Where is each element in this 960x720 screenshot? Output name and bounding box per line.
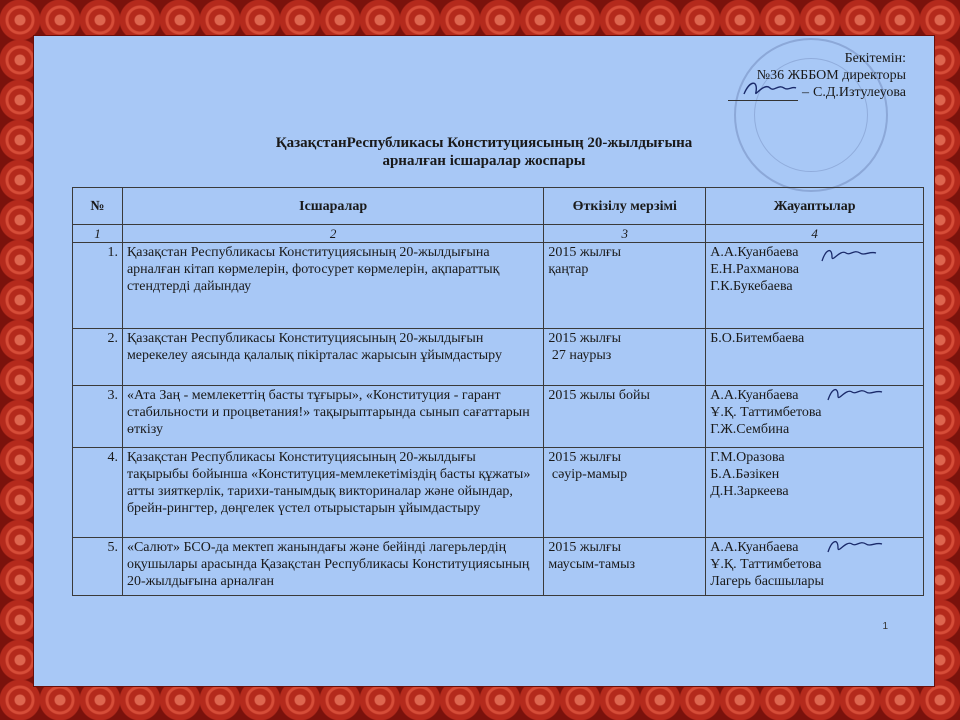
row-responsible: [706, 243, 924, 329]
row-date: [544, 243, 706, 329]
responsible-person: Г.Ж.Сембина: [710, 422, 790, 437]
row-event: Қазақстан Республикасы Конституциясының 20-жылдығына арналған кітап көрмелерін, фотосурет көрмелерін, ақпараттық стендтерді дайындау: [122, 243, 543, 329]
header-date: Өткізілу мерзімі: [544, 188, 706, 225]
slide: [34, 36, 934, 686]
responsible-person: Ұ.Қ. Таттимбетова: [710, 405, 822, 420]
signature: [818, 243, 880, 267]
row-date-line-2: маусым-тамыз: [548, 557, 636, 572]
approval-block: [728, 50, 906, 101]
document-title: [34, 134, 934, 170]
title-line-2: арналған ісшаралар жоспары: [382, 153, 586, 169]
approval-label: Бекітемін:: [844, 51, 906, 66]
row-date-line-1: 2015 жылы бойы: [548, 388, 650, 403]
row-responsible: [706, 448, 924, 538]
header-responsible: Жауаптылар: [706, 188, 924, 225]
table-row: [73, 448, 924, 538]
title-line-1: ҚазақстанРеспубликасы Конституциясының 20-жылдығына: [275, 135, 693, 151]
page-number: 1: [882, 621, 888, 632]
row-date-line-1: 2015 жылғы: [548, 245, 622, 260]
row-date-line-1: 2015 жылғы: [548, 540, 622, 555]
row-date-line-2: сәуір-мамыр: [548, 467, 628, 482]
row-date-line-1: 2015 жылғы: [548, 450, 622, 465]
responsible-person: Лагерь басшылары: [710, 574, 824, 589]
row-event: Қазақстан Республикасы Конституциясының 20-жылдығын мерекелеу аясында қалалық пікірталас жарысын ұйымдастыру: [122, 329, 543, 386]
row-date: [544, 386, 706, 448]
row-number: 4.: [73, 448, 123, 538]
row-event: Қазақстан Республикасы Конституциясының 20-жылдығы тақырыбы бойынша «Конституция-мемлекетіміздің басты құжаты» атты зияткерлік, тарихи-танымдық викториналар және ойындар, брейн-рингтер, дөңгелек үстел отырыстарын ұйымдастыру: [122, 448, 543, 538]
row-responsible: [706, 329, 924, 386]
column-number: 1: [73, 225, 123, 243]
director-signature: [740, 76, 800, 102]
approval-signature-line: – С.Д.Изтулеуова: [728, 84, 906, 101]
approval-director-name: С.Д.Изтулеуова: [813, 85, 906, 100]
table-row: [73, 538, 924, 596]
responsible-person: Е.Н.Рахманова: [710, 262, 799, 277]
responsible-person: Б.О.Битембаева: [710, 331, 805, 346]
row-number: 3.: [73, 386, 123, 448]
row-event: «Салют» БСО-да мектеп жанындағы және бейінді лагерьлердің оқушылары арасында Қазақстан Республикасы Конституциясының 20-жылдығына арналған: [122, 538, 543, 596]
column-number: 4: [706, 225, 924, 243]
row-date-line-2: 27 наурыз: [548, 348, 612, 363]
signature: [824, 534, 886, 558]
responsible-person: А.А.Куанбаева: [710, 388, 799, 403]
table-row: [73, 243, 924, 329]
row-number: 2.: [73, 329, 123, 386]
responsible-person: Г.К.Букебаева: [710, 279, 793, 294]
signature: [824, 382, 886, 406]
row-date: [544, 448, 706, 538]
row-date: [544, 329, 706, 386]
column-number: 2: [122, 225, 543, 243]
responsible-person: Б.А.Бәзікен: [710, 467, 780, 482]
events-plan-table: [72, 187, 924, 596]
responsible-person: Г.М.Оразова: [710, 450, 785, 465]
table-row: [73, 386, 924, 448]
responsible-person: А.А.Куанбаева: [710, 245, 799, 260]
row-date: [544, 538, 706, 596]
row-responsible: [706, 386, 924, 448]
row-responsible: [706, 538, 924, 596]
responsible-person: Д.Н.Заркеева: [710, 484, 789, 499]
column-number-row: [73, 225, 924, 243]
row-date-line-1: 2015 жылғы: [548, 331, 622, 346]
row-number: 1.: [73, 243, 123, 329]
row-event: «Ата Заң - мемлекеттің басты тұғыры», «Конституция - гарант стабильности и процветания!» тақырыптарында сынып сағаттарын өткізу: [122, 386, 543, 448]
responsible-person: А.А.Куанбаева: [710, 540, 799, 555]
row-date-line-2: қаңтар: [548, 262, 589, 277]
table-row: [73, 329, 924, 386]
responsible-person: Ұ.Қ. Таттимбетова: [710, 557, 822, 572]
header-events: Ісшаралар: [122, 188, 543, 225]
column-number: 3: [544, 225, 706, 243]
row-number: 5.: [73, 538, 123, 596]
table-header-row: [73, 188, 924, 225]
approval-position: №36 ЖББОМ директоры: [756, 68, 906, 83]
header-number: №: [73, 188, 123, 225]
